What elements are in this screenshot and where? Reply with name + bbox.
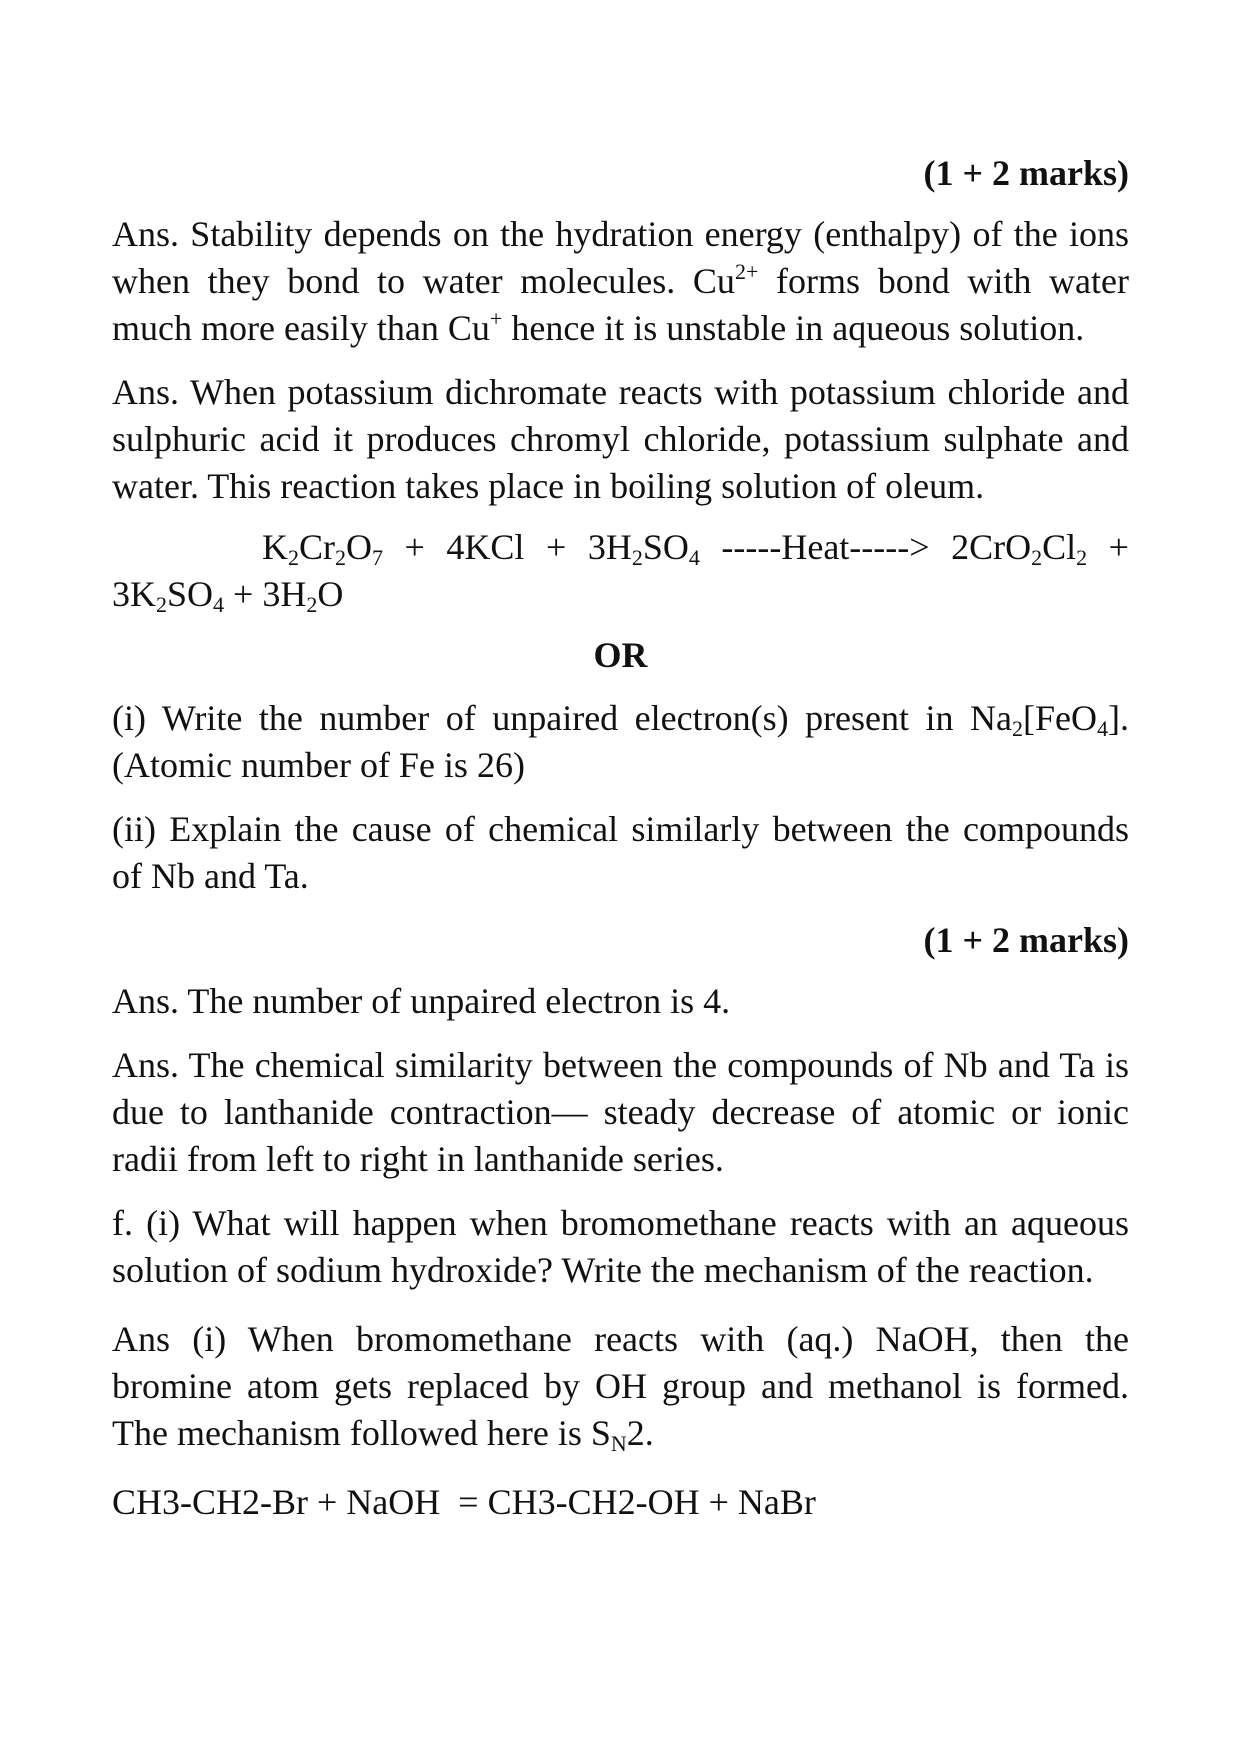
or-separator: OR	[593, 635, 648, 675]
question-i: (i) Write the number of unpaired electron(s) present in $Na_2[FeO_4]$. (Atomic number of Fe is 26)	[112, 698, 1129, 785]
reactant-sulphuric-acid: $3H_2SO_4$	[587, 527, 700, 570]
answer-stability	[112, 211, 1129, 352]
product-chromyl-chloride: $2CrO_2Cl_2$	[951, 527, 1088, 570]
question-ii: (ii) Explain the cause of chemical similarly between the compounds of Nb and Ta.	[112, 809, 1129, 896]
answer-dichromate: Ans. When potassium dichromate reacts with potassium chloride and sulphuric acid it produces chromyl chloride, potassium sulphate and water. This reaction takes place in boiling solution of oleum.	[112, 372, 1129, 506]
chemical-equation-line-1	[112, 524, 1129, 571]
chemical-equation-2: CH3-CH2-Br + NaOH = CH3-CH2-OH + NaBr	[112, 1482, 816, 1522]
answer-text: forms bond with water much more easily than Cu	[112, 261, 1130, 348]
reactant-kcl: 4KCl	[446, 527, 525, 567]
question-f: f. (i) What will happen when bromomethane reacts with an aqueous solution of sodium hydroxide? Write the mechanism of the reaction.	[112, 1203, 1129, 1290]
reaction-arrow: -----Heat----->	[721, 527, 930, 567]
answer-bromomethane: Ans (i) When bromomethane reacts with (aq.) NaOH, then the bromine atom gets replaced by OH group and methanol is formed. The mechanism followed here is $S_N2$.	[112, 1319, 1129, 1456]
answer-unpaired-electrons: Ans. The number of unpaired electron is 4.	[112, 981, 731, 1021]
plus-sign: +	[545, 527, 567, 567]
marks-label: (1 + 2 marks)	[923, 920, 1129, 960]
plus-sign: +	[1108, 527, 1129, 567]
answer-text: Ans. Stability depends on the hydration energy (enthalpy) of the ions when they bond to water molecules. Cu	[112, 214, 1129, 301]
answer-lanthanide-contraction: Ans. The chemical similarity between the compounds of Nb and Ta is due to lanthanide contraction— steady decrease of atomic or ionic radii from left to right in lanthanide series.	[112, 1045, 1129, 1179]
plus-sign: +	[404, 527, 425, 567]
document-page	[112, 150, 1129, 1526]
marks-label: (1 + 2 marks)	[923, 153, 1129, 193]
chemical-equation-line-2: $3K_2SO_4 + 3H_2O$	[112, 574, 344, 617]
reactant-dichromate: $K_2Cr_2O_7$	[262, 527, 383, 570]
superscript: 2+	[734, 259, 759, 284]
answer-text: hence it is unstable in aqueous solution.	[502, 308, 1085, 348]
superscript: +	[489, 306, 503, 331]
